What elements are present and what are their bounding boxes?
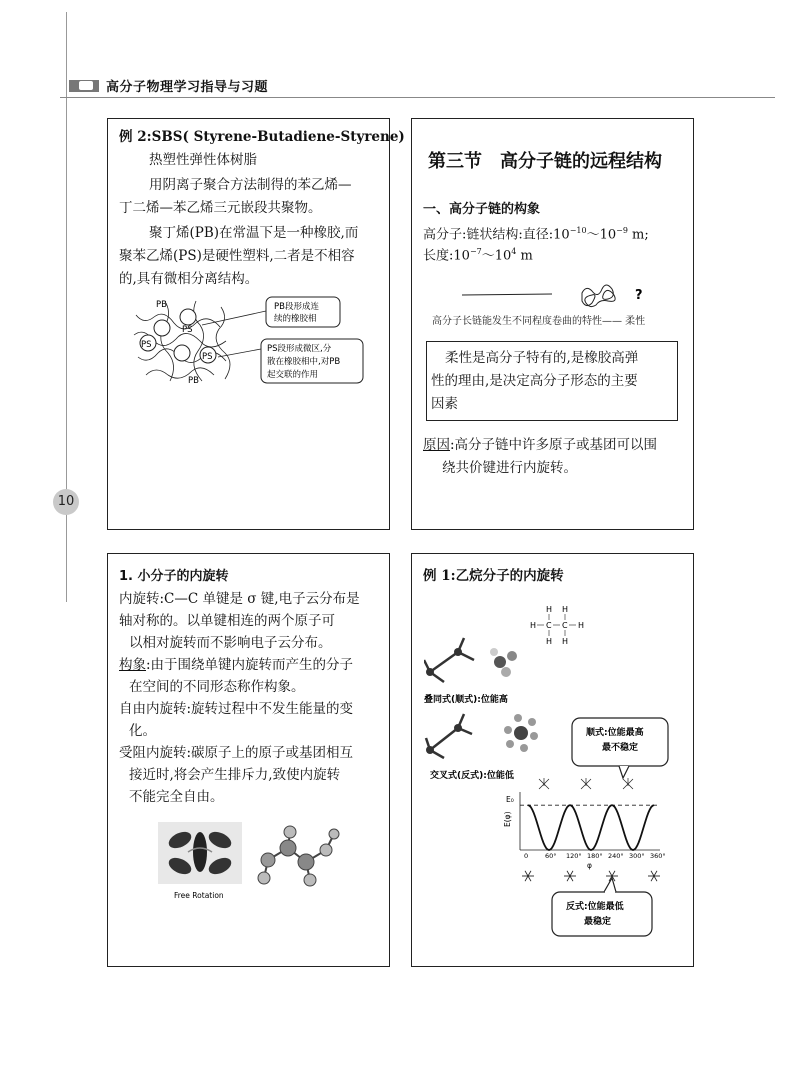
subtitle: 热塑性弹性体树脂: [149, 152, 257, 168]
paragraph-line: 的,具有微相分离结构。: [119, 271, 259, 287]
example-title: 例 2:SBS( Styrene-Butadiene-Styrene): [119, 129, 405, 145]
section-title: 第三节 高分子链的远程结构: [428, 151, 662, 172]
atom-label: C: [562, 621, 568, 630]
paragraph-line: 聚丁烯(PB)在常温下是一种橡胶,而: [149, 225, 359, 241]
callout-line: PS段形成微区,分: [267, 344, 332, 354]
atom-label: H: [546, 605, 553, 614]
chain-coiling-figure: [452, 279, 682, 309]
callout-line: 续的橡胶相: [274, 314, 317, 324]
figure-caption: Free Rotation: [174, 891, 224, 900]
callout-line: 最稳定: [584, 917, 612, 927]
x-tick-label: 0: [524, 852, 529, 860]
slide-title: 1. 小分子的内旋转: [119, 569, 229, 584]
definition-line: 在空间的不同形态称作构象。: [129, 679, 305, 695]
atom-label: C: [546, 621, 552, 630]
dimension-line: 长度$:10^{-7}\sim 10^4$ m: [423, 247, 533, 264]
box-line: 性的理由,是决定高分子形态的主要: [431, 373, 638, 389]
y-axis-label: E(φ): [503, 811, 512, 827]
paragraph-line: 用阴离子聚合方法制得的苯乙烯—: [149, 177, 352, 193]
figure-label: PB: [188, 376, 199, 386]
definition-line: 化。: [129, 723, 156, 739]
definition-line: 构象:由于围绕单键内旋转而产生的分子: [119, 657, 354, 673]
question-mark: ?: [635, 288, 643, 303]
slide-ethane-rotation: [411, 553, 694, 967]
definition-line: 接近时,将会产生排斥力,致使内旋转: [129, 767, 341, 783]
subsection-title: 一、高分子链的构象: [423, 202, 541, 217]
free-rotation-figure: [158, 822, 348, 902]
callout-line: 起交联的作用: [267, 370, 319, 380]
reason-line: 原因:高分子链中许多原子或基团可以围: [423, 437, 658, 453]
paragraph-line: 聚苯乙烯(PS)是硬性塑料,二者是不相容: [119, 248, 355, 264]
definition-line: 内旋转:C—C 单键是 σ 键,电子云分布是: [119, 591, 360, 607]
callout-line: 散在橡胶相中,对PB: [267, 357, 341, 367]
callout-line: 反式:位能最低: [566, 902, 624, 912]
definition-line: 受阻内旋转:碳原子上的原子或基团相互: [119, 745, 354, 761]
key-point-box: [426, 341, 678, 421]
e0-label: E₀: [506, 795, 514, 804]
slide-sbs-example: [107, 118, 405, 530]
figure-label: PS: [182, 325, 193, 335]
slide-long-range-structure: [411, 118, 694, 530]
sbs-microphase-figure: [126, 295, 371, 390]
figure-label: PS: [202, 352, 213, 362]
book-logo-icon: [69, 80, 99, 92]
x-tick-label: 120°: [566, 852, 582, 860]
eclipsed-label: 叠同式(顺式):位能高: [424, 695, 508, 705]
definition-line: 自由内旋转:旋转过程中不发生能量的变: [119, 701, 354, 717]
x-tick-label: 360°: [650, 852, 666, 860]
callout-line: PB段形成连: [274, 302, 319, 312]
ethane-conformation-figure: [424, 602, 682, 940]
running-header-title: 高分子物理学习指导与习题: [106, 80, 269, 95]
atom-label: H: [546, 637, 553, 646]
dimension-line: 高分子:链状结构:直径$:10^{-10}\sim 10^{-9}$ m;: [423, 226, 649, 243]
x-axis-label: φ: [587, 861, 592, 870]
atom-label: H: [578, 621, 585, 630]
atom-label: H: [562, 637, 569, 646]
callout-line: 最不稳定: [602, 743, 639, 753]
figure-label: PB: [156, 300, 167, 310]
figure-caption: 高分子长链能发生不同程度卷曲的特性—— 柔性: [432, 316, 646, 327]
x-tick-label: 180°: [587, 852, 603, 860]
example-title: 例 1:乙烷分子的内旋转: [423, 568, 564, 584]
callout-line: 顺式:位能最高: [586, 728, 644, 738]
page-number: 10: [53, 489, 79, 515]
definition-line: 不能完全自由。: [129, 789, 224, 805]
atom-label: H: [530, 621, 537, 630]
reason-label: 原因: [423, 437, 450, 453]
figure-label: PS: [141, 340, 152, 350]
paragraph-line: 丁二烯—苯乙烯三元嵌段共聚物。: [119, 200, 322, 216]
definition-line: 轴对称的。以单键相连的两个原子可: [119, 613, 335, 629]
box-line: 因素: [431, 396, 458, 412]
definition-line: 以相对旋转而不影响电子云分布。: [129, 635, 332, 651]
x-tick-label: 300°: [629, 852, 645, 860]
x-tick-label: 240°: [608, 852, 624, 860]
atom-label: H: [562, 605, 569, 614]
slide-small-molecule-rotation: [107, 553, 390, 967]
x-tick-label: 60°: [545, 852, 557, 860]
reason-line: 绕共价键进行内旋转。: [442, 460, 577, 476]
staggered-label: 交叉式(反式):位能低: [430, 771, 514, 781]
energy-curve: [528, 805, 654, 850]
box-line: 柔性是高分子特有的,是橡胶高弹: [445, 350, 639, 366]
header-rule: [60, 97, 775, 98]
